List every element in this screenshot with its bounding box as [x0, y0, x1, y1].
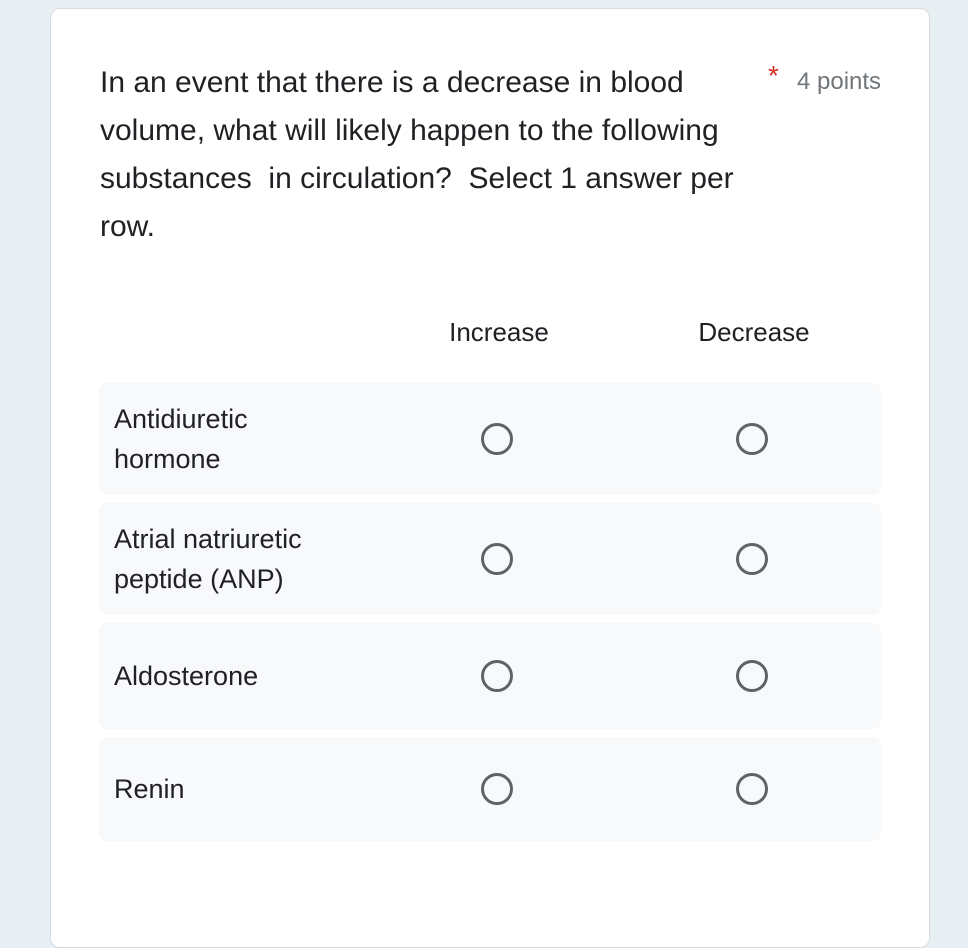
- column-header-decrease: Decrease: [698, 317, 810, 347]
- column-header-increase: Increase: [449, 317, 549, 347]
- radio-anp-increase[interactable]: [481, 543, 513, 575]
- row-label: Aldosterone: [114, 661, 259, 691]
- question-title: In an event that there is a decrease in blood volume, what will likely happen to the following substances in circulation? Select 1 answer per row.: [100, 66, 743, 243]
- radio-aldosterone-decrease[interactable]: [736, 660, 768, 692]
- grid-row-atrial-natriuretic-peptide: [99, 503, 881, 615]
- radio-renin-increase[interactable]: [481, 773, 513, 805]
- row-label: Atrial natriuretic peptide (ANP): [114, 524, 302, 594]
- grid-row-aldosterone: [99, 623, 881, 729]
- points-label: 4 points: [797, 68, 882, 95]
- required-indicator: *: [768, 60, 779, 91]
- question-card: [50, 8, 930, 948]
- row-label: Renin: [114, 774, 185, 804]
- row-label: Antidiuretic hormone: [114, 404, 248, 474]
- radio-aldosterone-increase[interactable]: [481, 660, 513, 692]
- radio-renin-decrease[interactable]: [736, 773, 768, 805]
- radio-anp-decrease[interactable]: [736, 543, 768, 575]
- grid-row-renin: [99, 737, 881, 841]
- grid-row-antidiuretic-hormone: [99, 383, 881, 495]
- radio-antidiuretic-hormone-increase[interactable]: [481, 423, 513, 455]
- radio-antidiuretic-hormone-decrease[interactable]: [736, 423, 768, 455]
